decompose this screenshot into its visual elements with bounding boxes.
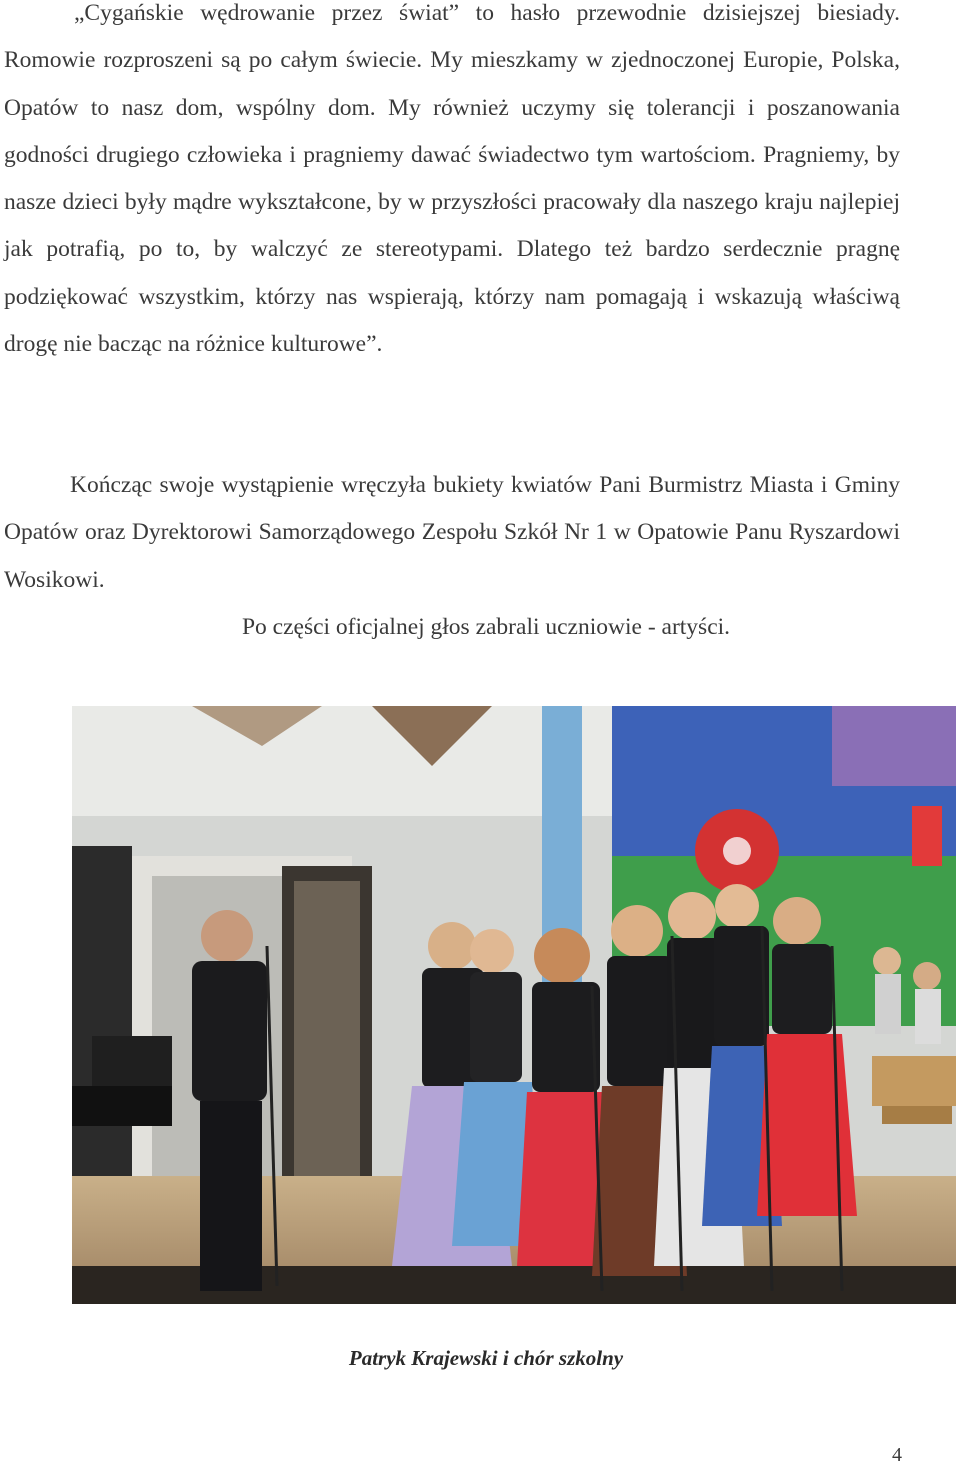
paragraph-speech-quote: „Cygańskie wędrowanie przez świat” to hasło przewodnie dzisiejszej biesiady. Romowie rozproszeni są po całym świecie. My mieszkamy w zjednoczonej Europie, Polska, Opatów to nasz dom, wspólny dom. My również uczymy się tolerancji i poszanowania godności drugiego człowieka i pragniemy dawać świadectwo tym wartościom. Pragniemy, by nasze dzieci były mądre wykształcone, by w przyszłości pracowały dla naszego kraju najlepiej jak potrafią, po to, by walczyć ze stereotypami. Dlatego też bardzo serdecznie pragnę podziękować wszystkim, którzy nas wspierają, którzy nam pomagają i wskazują właściwą drogę nie bacząc na różnice kulturowe”. [4, 0, 900, 358]
paragraph-flowers: Kończąc swoje wystąpienie wręczyła bukiety kwiatów Pani Burmistrz Miasta i Gminy Opatów oraz Dyrektorowi Samorządowego Zespołu Szkół Nr 1 w Opatowie Panu Ryszardowi Wosikowi. [4, 472, 900, 593]
photo-caption: Patryk Krajewski i chór szkolny [348, 1346, 624, 1370]
page-number: 4 [892, 1444, 902, 1466]
paragraph-artists: Po części oficjalnej głos zabrali uczniowie - artyści. [241, 614, 731, 640]
choir-performance-photo [72, 706, 956, 1304]
